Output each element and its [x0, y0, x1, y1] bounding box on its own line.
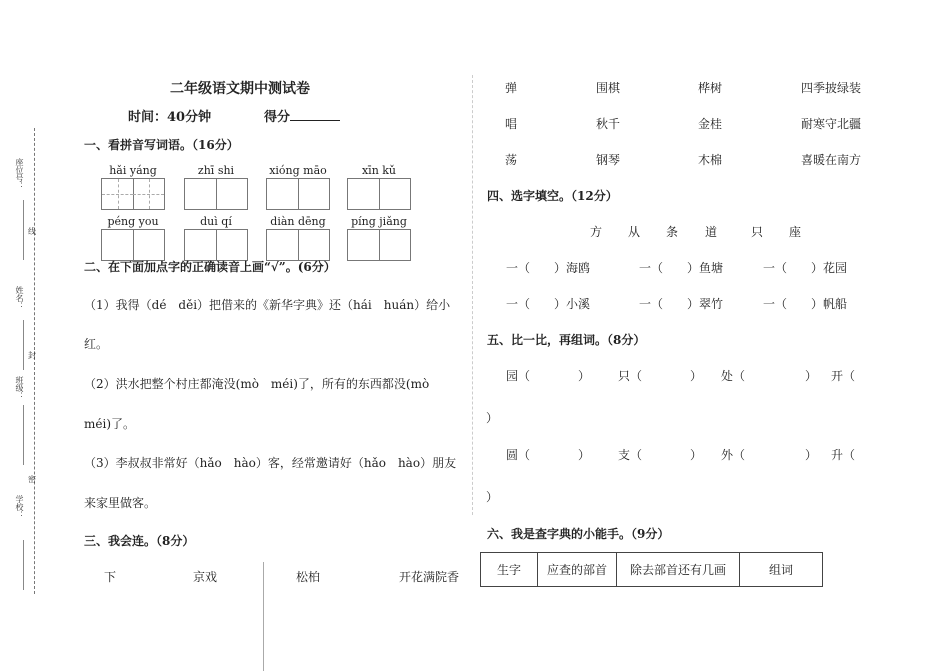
dense-mark: 密 [28, 475, 36, 484]
match-item[interactable]: 下 [104, 570, 117, 584]
fill-blank-item[interactable]: 一（ ）鱼塘 [639, 261, 724, 275]
section-5-title: 五、比一比，再组词。（8分） [487, 333, 646, 347]
table-header-cell: 应查的部首 [538, 553, 617, 587]
table-row [481, 553, 823, 587]
writing-grid[interactable] [266, 229, 330, 261]
score-field [264, 106, 340, 125]
fill-blank-item[interactable]: 一（ ）小溪 [506, 297, 591, 311]
pinyin-label: diàn dēng [270, 215, 326, 228]
question-line: （1）我得（dé děi）把借来的《新华字典》还（hái huán）给小 [84, 298, 451, 312]
pinyin-label: xióng māo [269, 164, 327, 177]
match-item[interactable]: 荡 [505, 153, 518, 167]
line-mark: 线 [28, 227, 36, 236]
school-fill-line[interactable] [23, 540, 24, 590]
seat-label: 座位号： [15, 158, 24, 190]
writing-grid[interactable] [101, 229, 165, 261]
fill-blank-item[interactable]: 一（ ）海鸥 [506, 261, 591, 275]
match-item[interactable]: 京戏 [193, 570, 218, 584]
name-fill-line[interactable] [23, 320, 24, 370]
match-item[interactable]: 喜暖在南方 [801, 153, 862, 167]
compare-item[interactable]: 外（ ） [721, 448, 818, 462]
match-item[interactable]: 弹 [505, 81, 518, 95]
pinyin-label: duì qí [200, 215, 232, 228]
choice-char: 条 [666, 225, 679, 239]
compare-close: ） [486, 411, 499, 425]
compare-item[interactable]: 升（ [831, 448, 856, 462]
compare-item[interactable]: 园（ ） [506, 369, 591, 383]
dictionary-table [480, 552, 823, 587]
choice-char: 座 [789, 225, 802, 239]
question-line: （3）李叔叔非常好（hǎo hào）客，经常邀请好（hǎo hào）朋友 [84, 456, 457, 470]
school-label: 学校： [15, 495, 24, 519]
name-label: 姓名： [15, 286, 24, 310]
match-item[interactable]: 桦树 [698, 81, 723, 95]
section-3-title: 三、我会连。（8分） [84, 534, 195, 548]
writing-grid[interactable] [184, 178, 248, 210]
exam-title: 二年级语文期中测试卷 [170, 81, 310, 97]
pinyin-label: píng jiǎng [351, 215, 407, 228]
compare-item[interactable]: 开（ [831, 369, 856, 383]
table-header-cell: 除去部首还有几画 [617, 553, 740, 587]
pinyin-label: hǎi yáng [109, 164, 157, 177]
writing-grid[interactable] [184, 229, 248, 261]
match-item[interactable]: 金桂 [698, 117, 723, 131]
question-line: 红。 [84, 337, 109, 351]
pinyin-label: xīn kǔ [361, 164, 397, 177]
section-6-title: 六、我是查字典的小能手。（9分） [487, 527, 670, 541]
class-label: 班级： [15, 376, 24, 400]
compare-close: ） [486, 490, 499, 504]
score-blank[interactable] [290, 108, 340, 121]
match-item[interactable]: 钢琴 [596, 153, 621, 167]
choice-char: 从 [628, 225, 641, 239]
matching-divider [263, 562, 264, 671]
compare-item[interactable]: 处（ ） [721, 369, 818, 383]
section-2-title: 二、在下面加点字的正确读音上画“√”。(6分） [84, 260, 336, 274]
fill-blank-item[interactable]: 一（ ）帆船 [763, 297, 848, 311]
writing-grid[interactable] [101, 178, 165, 210]
question-line: （2）洪水把整个村庄都淹没(mò méi)了，所有的东西都没(mò [84, 377, 430, 391]
class-fill-line[interactable] [23, 405, 24, 465]
time-limit: 时间：40分钟 [128, 110, 212, 125]
section-4-title: 四、选字填空。（12分） [487, 189, 618, 203]
match-item[interactable]: 唱 [505, 117, 518, 131]
section-1-title: 一、看拼音写词语。（16分） [84, 138, 239, 152]
writing-grid[interactable] [266, 178, 330, 210]
fill-blank-item[interactable]: 一（ ）花园 [763, 261, 848, 275]
match-item[interactable]: 松柏 [296, 570, 321, 584]
binding-dashed-line [34, 128, 35, 594]
question-line: méi)了。 [84, 417, 136, 431]
choice-char: 道 [705, 225, 718, 239]
pinyin-label: zhī shi [197, 164, 235, 177]
match-item[interactable]: 木棉 [698, 153, 723, 167]
score-label: 得分 [264, 110, 291, 125]
pinyin-label: péng you [107, 215, 159, 228]
compare-item[interactable]: 只（ ） [618, 369, 703, 383]
fill-blank-item[interactable]: 一（ ）翠竹 [639, 297, 724, 311]
table-header-cell: 生字 [481, 553, 538, 587]
compare-item[interactable]: 圆（ ） [506, 448, 591, 462]
match-item[interactable]: 开花满院香 [399, 570, 460, 584]
writing-grid[interactable] [347, 229, 411, 261]
table-header-cell: 组词 [740, 553, 823, 587]
seal-mark: 封 [28, 351, 36, 360]
seat-fill-line[interactable] [23, 200, 24, 260]
column-divider [472, 75, 473, 515]
choice-char: 只 [751, 225, 764, 239]
match-item[interactable]: 围棋 [596, 81, 621, 95]
writing-grid[interactable] [347, 178, 411, 210]
compare-item[interactable]: 支（ ） [618, 448, 703, 462]
question-line: 来家里做客。 [84, 496, 157, 510]
match-item[interactable]: 四季披绿装 [801, 81, 862, 95]
match-item[interactable]: 秋千 [596, 117, 621, 131]
match-item[interactable]: 耐寒守北疆 [801, 117, 862, 131]
choice-char: 方 [590, 225, 603, 239]
